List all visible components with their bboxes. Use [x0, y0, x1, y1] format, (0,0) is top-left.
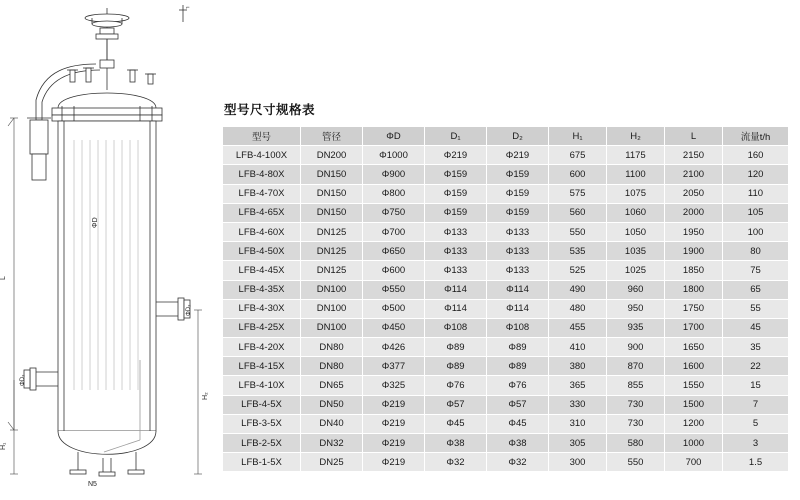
label-N5: N5	[88, 481, 97, 488]
table-cell: Φ219	[487, 146, 549, 165]
table-cell: 55	[723, 299, 789, 318]
table-cell: 305	[549, 434, 607, 453]
vessel-diagram-svg	[0, 0, 215, 500]
table-cell: 330	[549, 395, 607, 414]
table-cell: Φ133	[425, 261, 487, 280]
table-cell: 730	[607, 414, 665, 433]
table-cell: Φ57	[487, 395, 549, 414]
table-cell: Φ76	[425, 376, 487, 395]
table-cell: 1.5	[723, 453, 789, 472]
column-header-D: ΦD	[363, 127, 425, 146]
table-cell: LFB-4-70X	[223, 184, 301, 203]
table-cell: 1650	[665, 338, 723, 357]
table-cell: Φ700	[363, 222, 425, 241]
table-cell: DN125	[301, 261, 363, 280]
table-cell: DN200	[301, 146, 363, 165]
table-cell: Φ159	[487, 203, 549, 222]
table-cell: 1100	[607, 165, 665, 184]
table-cell: Φ600	[363, 261, 425, 280]
table-cell: DN100	[301, 280, 363, 299]
table-cell: Φ159	[425, 203, 487, 222]
table-cell: Φ219	[363, 453, 425, 472]
table-cell: Φ219	[363, 395, 425, 414]
table-cell: 1800	[665, 280, 723, 299]
top-dimension-mark	[179, 5, 190, 22]
table-cell: 80	[723, 242, 789, 261]
table-cell: LFB-4-50X	[223, 242, 301, 261]
table-cell: DN65	[301, 376, 363, 395]
table-cell: DN125	[301, 242, 363, 261]
table-row	[223, 318, 789, 337]
bottom-nozzle-n5	[99, 458, 115, 476]
table-cell: Φ800	[363, 184, 425, 203]
table-cell: 550	[549, 222, 607, 241]
dimension-H2	[194, 310, 202, 474]
table-cell: LFB-4-20X	[223, 338, 301, 357]
table-cell: 535	[549, 242, 607, 261]
table-cell: Φ45	[425, 414, 487, 433]
table-cell: Φ650	[363, 242, 425, 261]
table-cell: 575	[549, 184, 607, 203]
table-cell: DN32	[301, 434, 363, 453]
column-header-D1: D₁	[425, 127, 487, 146]
table-cell: 900	[607, 338, 665, 357]
table-cell: DN100	[301, 299, 363, 318]
table-cell: DN80	[301, 357, 363, 376]
table-cell: Φ159	[487, 165, 549, 184]
column-header-L: L	[665, 127, 723, 146]
dimension-H1	[10, 380, 18, 474]
table-cell: 2150	[665, 146, 723, 165]
table-cell: LFB-4-45X	[223, 261, 301, 280]
table-cell: 300	[549, 453, 607, 472]
table-row	[223, 414, 789, 433]
table-cell: 45	[723, 318, 789, 337]
table-cell: Φ325	[363, 376, 425, 395]
table-cell: 1950	[665, 222, 723, 241]
table-cell: Φ750	[363, 203, 425, 222]
table-cell: 935	[607, 318, 665, 337]
table-cell: 15	[723, 376, 789, 395]
table-row	[223, 453, 789, 472]
table-cell: LFB-4-10X	[223, 376, 301, 395]
table-cell: Φ377	[363, 357, 425, 376]
table-cell: LFB-4-30X	[223, 299, 301, 318]
table-row	[223, 261, 789, 280]
left-inlet-flange	[24, 368, 58, 390]
table-cell: Φ159	[425, 165, 487, 184]
table-cell: 1175	[607, 146, 665, 165]
table-cell: LFB-4-100X	[223, 146, 301, 165]
table-cell: Φ133	[425, 222, 487, 241]
label-diameter: ΦD	[92, 217, 99, 228]
column-header-D2: D₂	[487, 127, 549, 146]
table-cell: 105	[723, 203, 789, 222]
table-cell: 550	[607, 453, 665, 472]
table-cell: Φ550	[363, 280, 425, 299]
table-cell: 870	[607, 357, 665, 376]
table-cell: 1500	[665, 395, 723, 414]
table-cell: 7	[723, 395, 789, 414]
table-cell: 1750	[665, 299, 723, 318]
table-row	[223, 203, 789, 222]
right-outlet-flange	[156, 298, 190, 320]
table-cell: 675	[549, 146, 607, 165]
spec-table	[222, 126, 789, 472]
table-cell: Φ108	[487, 318, 549, 337]
table-cell: 600	[549, 165, 607, 184]
table-cell: Φ32	[425, 453, 487, 472]
table-cell: 480	[549, 299, 607, 318]
table-cell: Φ133	[425, 242, 487, 261]
handwheel-icon	[85, 8, 129, 90]
table-row	[223, 357, 789, 376]
table-cell: Φ219	[363, 414, 425, 433]
table-cell: LFB-4-35X	[223, 280, 301, 299]
table-cell: Φ219	[363, 434, 425, 453]
table-cell: 730	[607, 395, 665, 414]
table-cell: 1850	[665, 261, 723, 280]
table-cell: Φ133	[487, 222, 549, 241]
label-H2: H₂	[202, 392, 209, 400]
label-nozzle-side: ΦD₂	[186, 304, 192, 316]
label-nozzle-bottom: ΦD₂	[20, 374, 26, 386]
table-cell: LFB-3-5X	[223, 414, 301, 433]
table-cell: 580	[607, 434, 665, 453]
table-row	[223, 280, 789, 299]
table-cell: 1025	[607, 261, 665, 280]
table-cell: 410	[549, 338, 607, 357]
table-cell: 1550	[665, 376, 723, 395]
column-header-pipe-diameter: 管径	[301, 127, 363, 146]
table-cell: 525	[549, 261, 607, 280]
table-title: 型号尺寸规格表	[224, 103, 316, 117]
table-cell: Φ1000	[363, 146, 425, 165]
table-cell: 110	[723, 184, 789, 203]
table-cell: Φ89	[425, 357, 487, 376]
label-H1: H₁	[0, 442, 7, 450]
table-row	[223, 395, 789, 414]
table-row	[223, 376, 789, 395]
table-row	[223, 299, 789, 318]
column-header-flow: 流量t/h	[723, 127, 789, 146]
table-cell: DN80	[301, 338, 363, 357]
support-legs	[70, 452, 144, 474]
table-cell: LFB-4-80X	[223, 165, 301, 184]
svg-text:⌐: ⌐	[186, 5, 190, 11]
label-L: L	[0, 276, 7, 280]
table-body	[223, 146, 789, 472]
table-cell: Φ114	[425, 299, 487, 318]
table-cell: Φ426	[363, 338, 425, 357]
table-cell: 160	[723, 146, 789, 165]
table-cell: Φ219	[425, 146, 487, 165]
column-header-H1: H₁	[549, 127, 607, 146]
table-cell: Φ89	[487, 357, 549, 376]
table-cell: Φ45	[487, 414, 549, 433]
table-cell: Φ450	[363, 318, 425, 337]
table-row	[223, 165, 789, 184]
table-cell: 310	[549, 414, 607, 433]
table-cell: 3	[723, 434, 789, 453]
equipment-drawing	[0, 0, 215, 500]
table-cell: DN150	[301, 203, 363, 222]
table-cell: LFB-2-5X	[223, 434, 301, 453]
table-cell: LFB-1-5X	[223, 453, 301, 472]
table-row	[223, 222, 789, 241]
table-cell: 22	[723, 357, 789, 376]
table-cell: 2000	[665, 203, 723, 222]
table-cell: 65	[723, 280, 789, 299]
column-header-H2: H₂	[607, 127, 665, 146]
table-cell: LFB-4-65X	[223, 203, 301, 222]
table-cell: 120	[723, 165, 789, 184]
dimension-L	[8, 118, 18, 430]
table-cell: 700	[665, 453, 723, 472]
table-cell: 950	[607, 299, 665, 318]
table-cell: Φ159	[425, 184, 487, 203]
table-cell: DN150	[301, 184, 363, 203]
table-cell: DN100	[301, 318, 363, 337]
table-cell: 365	[549, 376, 607, 395]
table-cell: Φ114	[425, 280, 487, 299]
table-cell: 1900	[665, 242, 723, 261]
table-cell: Φ89	[487, 338, 549, 357]
spec-table-area	[222, 100, 788, 472]
top-nozzles	[67, 68, 156, 84]
table-cell: Φ900	[363, 165, 425, 184]
table-cell: LFB-4-15X	[223, 357, 301, 376]
table-cell: 490	[549, 280, 607, 299]
table-cell: 5	[723, 414, 789, 433]
table-cell: 1035	[607, 242, 665, 261]
table-cell: 1600	[665, 357, 723, 376]
table-cell: 100	[723, 222, 789, 241]
table-row	[223, 184, 789, 203]
table-cell: 2050	[665, 184, 723, 203]
table-cell: LFB-4-60X	[223, 222, 301, 241]
table-cell: Φ76	[487, 376, 549, 395]
table-cell: 960	[607, 280, 665, 299]
table-row	[223, 338, 789, 357]
table-cell: LFB-4-5X	[223, 395, 301, 414]
table-cell: 1200	[665, 414, 723, 433]
column-header-model: 型号	[223, 127, 301, 146]
left-pipe-assembly	[27, 118, 51, 180]
table-cell: Φ114	[487, 299, 549, 318]
table-row	[223, 242, 789, 261]
table-cell: Φ500	[363, 299, 425, 318]
table-cell: 1700	[665, 318, 723, 337]
table-cell: Φ133	[487, 242, 549, 261]
table-cell: 455	[549, 318, 607, 337]
table-cell: 35	[723, 338, 789, 357]
table-cell: 855	[607, 376, 665, 395]
table-cell: 560	[549, 203, 607, 222]
table-cell: DN50	[301, 395, 363, 414]
table-cell: Φ38	[425, 434, 487, 453]
table-cell: DN150	[301, 165, 363, 184]
table-cell: 1050	[607, 222, 665, 241]
table-cell: Φ38	[487, 434, 549, 453]
table-cell: 2100	[665, 165, 723, 184]
table-cell: Φ159	[487, 184, 549, 203]
table-cell: DN125	[301, 222, 363, 241]
table-cell: 1000	[665, 434, 723, 453]
table-cell: DN40	[301, 414, 363, 433]
table-cell: Φ32	[487, 453, 549, 472]
table-cell: 1060	[607, 203, 665, 222]
table-cell: Φ89	[425, 338, 487, 357]
table-cell: LFB-4-25X	[223, 318, 301, 337]
table-cell: 75	[723, 261, 789, 280]
table-cell: Φ57	[425, 395, 487, 414]
table-row	[223, 434, 789, 453]
table-cell: DN25	[301, 453, 363, 472]
table-cell: 380	[549, 357, 607, 376]
table-cell: Φ133	[487, 261, 549, 280]
table-row	[223, 146, 789, 165]
table-cell: Φ108	[425, 318, 487, 337]
table-cell: Φ114	[487, 280, 549, 299]
table-cell: 1075	[607, 184, 665, 203]
table-header-row	[223, 127, 789, 146]
